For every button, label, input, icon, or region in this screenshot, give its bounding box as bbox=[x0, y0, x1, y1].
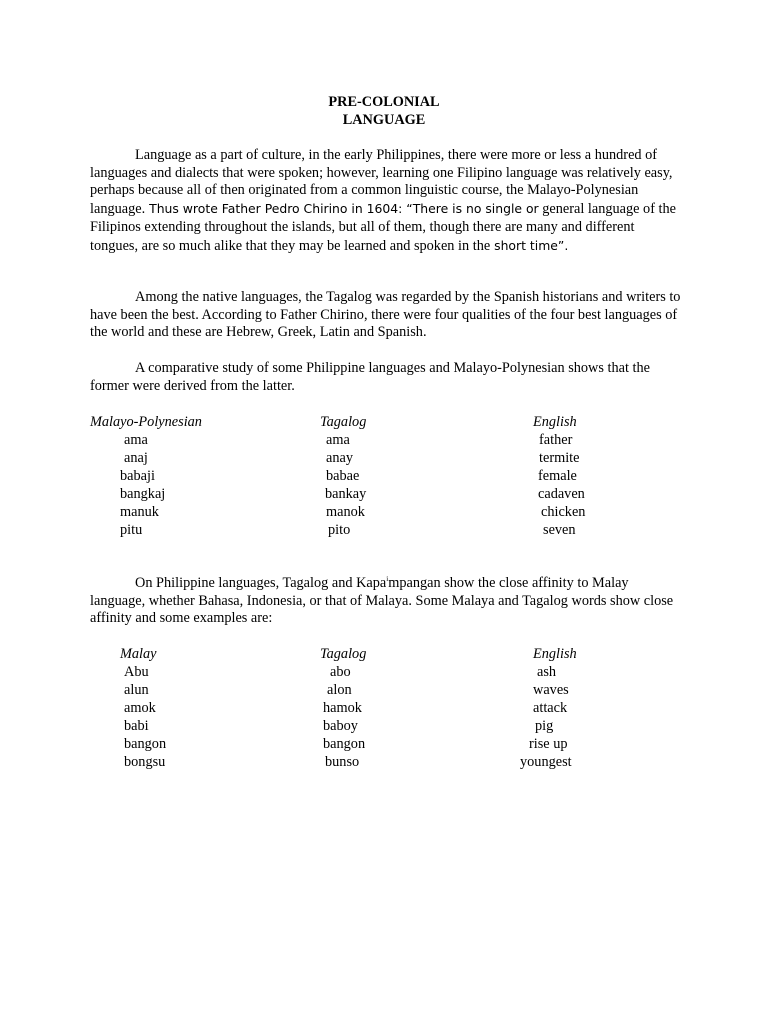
paragraph-1-text-b: general language of the Filipinos extending throughout the islands, but all of them, though there are many and different tongues, are so much alike that they may be learned and spoken in the bbox=[90, 201, 676, 254]
table2-cell: bangon bbox=[323, 736, 366, 752]
table2-cell: bunso bbox=[325, 754, 360, 770]
paragraph-3: A comparative study of some Philippine languages and Malayo-Polynesian shows that the former were derived from the latter. bbox=[90, 360, 650, 394]
paragraph-1-quote-b: short time”. bbox=[490, 237, 569, 253]
table1-cell: manuk bbox=[120, 504, 159, 520]
title-line-2: LANGUAGE bbox=[342, 112, 426, 128]
table1-cell: ama bbox=[326, 432, 350, 448]
table2-cell: babi bbox=[124, 718, 149, 734]
table1-header-tagalog: Tagalog bbox=[320, 414, 367, 430]
table1-cell: anaj bbox=[124, 450, 148, 466]
table2-cell: amok bbox=[124, 700, 156, 716]
paragraph-1-text-a: Language as a part of culture, in the early Philippines, there were more or less a hundred of languages and dialects that were spoken; however, learning one Filipino language was relatively easy, perhaps because all of then originated from a common linguistic course, the Malayo-Polynesian language. bbox=[90, 147, 673, 218]
table2-cell: Abu bbox=[124, 664, 149, 680]
table1-cell: ama bbox=[124, 432, 148, 448]
table2-cell: youngest bbox=[520, 754, 572, 770]
table1-header-malayo-polynesian: Malayo-Polynesian bbox=[90, 414, 202, 430]
title-line-1: PRE-COLONIAL bbox=[328, 94, 440, 110]
table1-cell: manok bbox=[326, 504, 365, 520]
table2-cell: baboy bbox=[323, 718, 358, 734]
table2-cell: alun bbox=[124, 682, 149, 698]
table2-header-english: English bbox=[533, 646, 577, 662]
table2-cell: abo bbox=[330, 664, 351, 680]
table1-cell: babaji bbox=[120, 468, 155, 484]
table2-cell: bangon bbox=[124, 736, 167, 752]
table2-cell: bongsu bbox=[124, 754, 166, 770]
table2-header-malay: Malay bbox=[120, 646, 157, 662]
table1-cell: babae bbox=[326, 468, 360, 484]
table1-cell: seven bbox=[543, 522, 576, 538]
table1-cell: pitu bbox=[120, 522, 143, 538]
table1-cell: bankay bbox=[325, 486, 367, 502]
table2-cell: alon bbox=[327, 682, 352, 698]
table1-cell: cadaven bbox=[538, 486, 585, 502]
table1-cell: pito bbox=[328, 522, 351, 538]
paragraph-4-text-b: mpangan show the close affinity to Malay language, whether Bahasa, Indonesia, or that of Malaya. Some Malaya and Tagalog words show close affinity and some examples are: bbox=[90, 575, 674, 627]
paragraph-4 bbox=[90, 575, 682, 628]
paragraph-1 bbox=[90, 147, 682, 255]
table2-header-tagalog: Tagalog bbox=[320, 646, 367, 662]
table1-header-english: English bbox=[533, 414, 577, 430]
table1-cell: bangkaj bbox=[120, 486, 166, 502]
paragraph-2: Among the native languages, the Tagalog was regarded by the Spanish historians and writers to have been the best. According to Father Chirino, there were four qualities of the four best languages of the world and these are Hebrew, Greek, Latin and Spanish. bbox=[90, 289, 681, 341]
table1-cell: father bbox=[539, 432, 573, 448]
paragraph-4-superscript: i bbox=[386, 575, 389, 584]
paragraph-4-text-a: On Philippine languages, Tagalog and Kapa bbox=[135, 575, 387, 591]
table1-cell: female bbox=[538, 468, 577, 484]
table1-cell: anay bbox=[326, 450, 353, 466]
table2-cell: attack bbox=[533, 700, 568, 716]
table2-cell: pig bbox=[535, 718, 554, 734]
table2-cell: waves bbox=[533, 682, 569, 698]
table1-cell: termite bbox=[539, 450, 580, 466]
table2-cell: ash bbox=[537, 664, 557, 680]
table1-cell: chicken bbox=[541, 504, 586, 520]
table2-cell: rise up bbox=[529, 736, 568, 752]
table2-cell: hamok bbox=[323, 700, 362, 716]
paragraph-1-quote-a: Thus wrote Father Pedro Chirino in 1604: “There is no single or bbox=[145, 201, 539, 217]
